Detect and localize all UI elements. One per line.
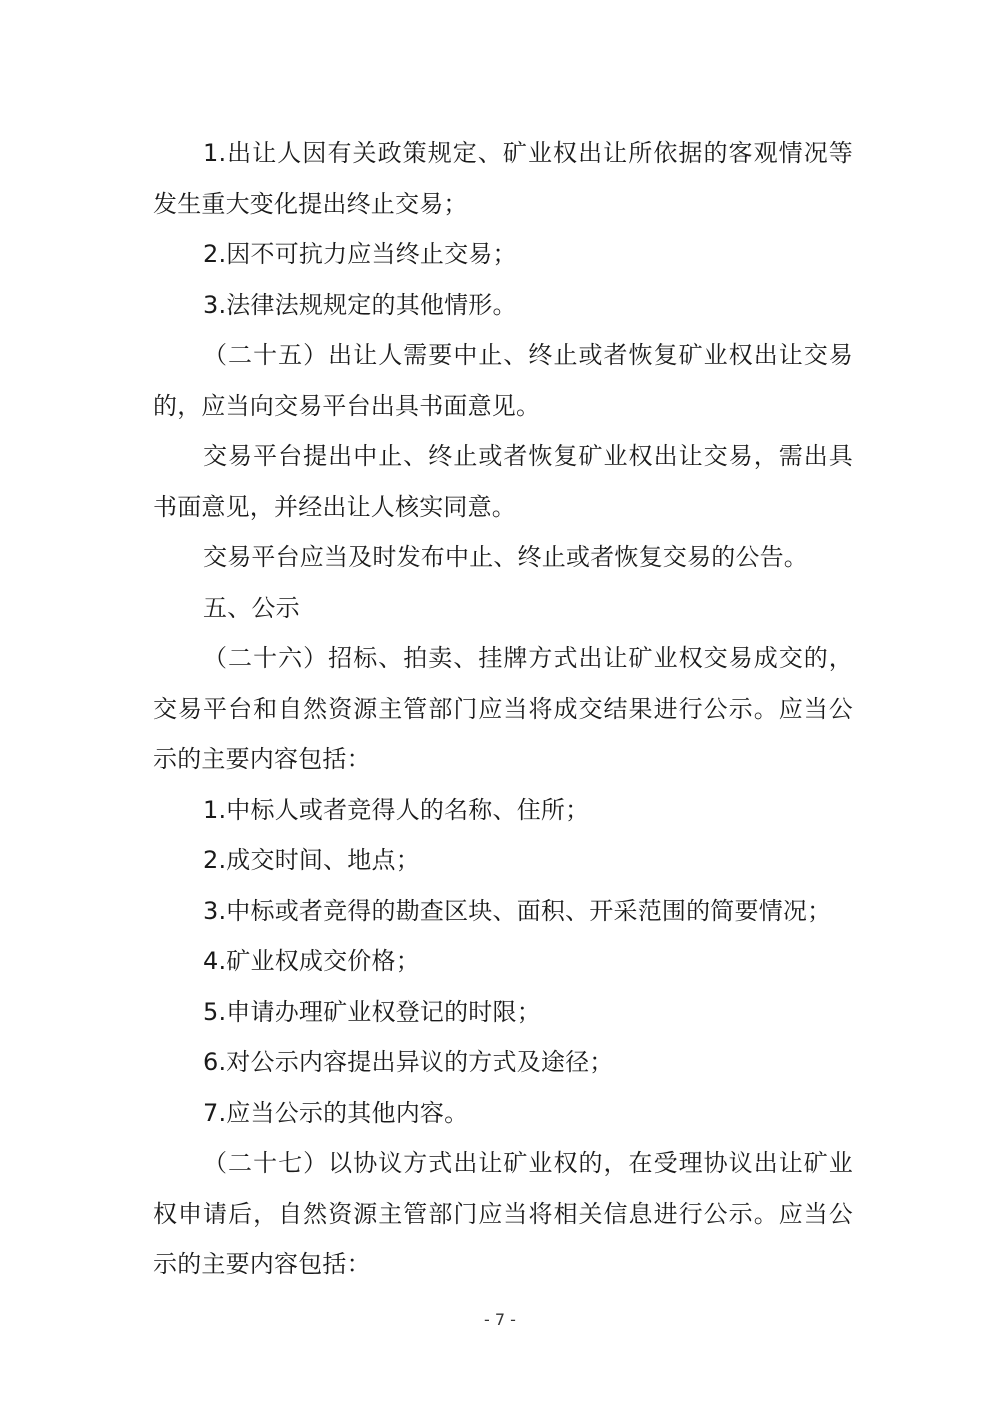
paragraph-item-1-termination-policy-change: 1.出让人因有关政策规定、矿业权出让所依据的客观情况等发生重大变化提出终止交易； (153, 139, 853, 218)
list-item-registration-deadline: 5.申请办理矿业权登记的时限； (203, 997, 541, 1026)
document-body (153, 128, 853, 1290)
list-item-objection-method: 6.对公示内容提出异议的方式及途径； (203, 1048, 614, 1076)
list-item-transaction-time-place: 2.成交时间、地点； (203, 846, 420, 874)
paragraph-clause-25: （二十五）出让人需要中止、终止或者恢复矿业权出让交易的，应当向交易平台出具书面意见。 (153, 341, 853, 420)
list-item-transaction-price: 4.矿业权成交价格； (203, 947, 420, 975)
paragraph-item-3-other-legal-situations: 3.法律法规规定的其他情形。 (203, 290, 517, 319)
list-item-block-area-scope: 3.中标或者竞得的勘查区块、面积、开采范围的简要情况； (203, 896, 832, 925)
paragraph-platform-written-opinion: 交易平台提出中止、终止或者恢复矿业权出让交易，需出具书面意见，并经出让人核实同意。 (153, 442, 853, 521)
page-number: - 7 - (484, 1310, 516, 1329)
paragraph-clause-27: （二十七）以协议方式出让矿业权的，在受理协议出让矿业权申请后，自然资源主管部门应当将相关信息进行公示。应当公示的主要内容包括： (153, 1149, 853, 1278)
section-heading-publicity: 五、公示 (203, 593, 300, 622)
paragraph-item-2-force-majeure: 2.因不可抗力应当终止交易； (203, 240, 517, 268)
list-item-winner-name-address: 1.中标人或者竞得人的名称、住所； (203, 795, 590, 824)
paragraph-platform-announcement: 交易平台应当及时发布中止、终止或者恢复交易的公告。 (203, 543, 808, 571)
list-item-other-publicity-content: 7.应当公示的其他内容。 (203, 1098, 469, 1127)
paragraph-clause-26: （二十六）招标、拍卖、挂牌方式出让矿业权交易成交的，交易平台和自然资源主管部门应当将成交结果进行公示。应当公示的主要内容包括： (153, 644, 853, 773)
